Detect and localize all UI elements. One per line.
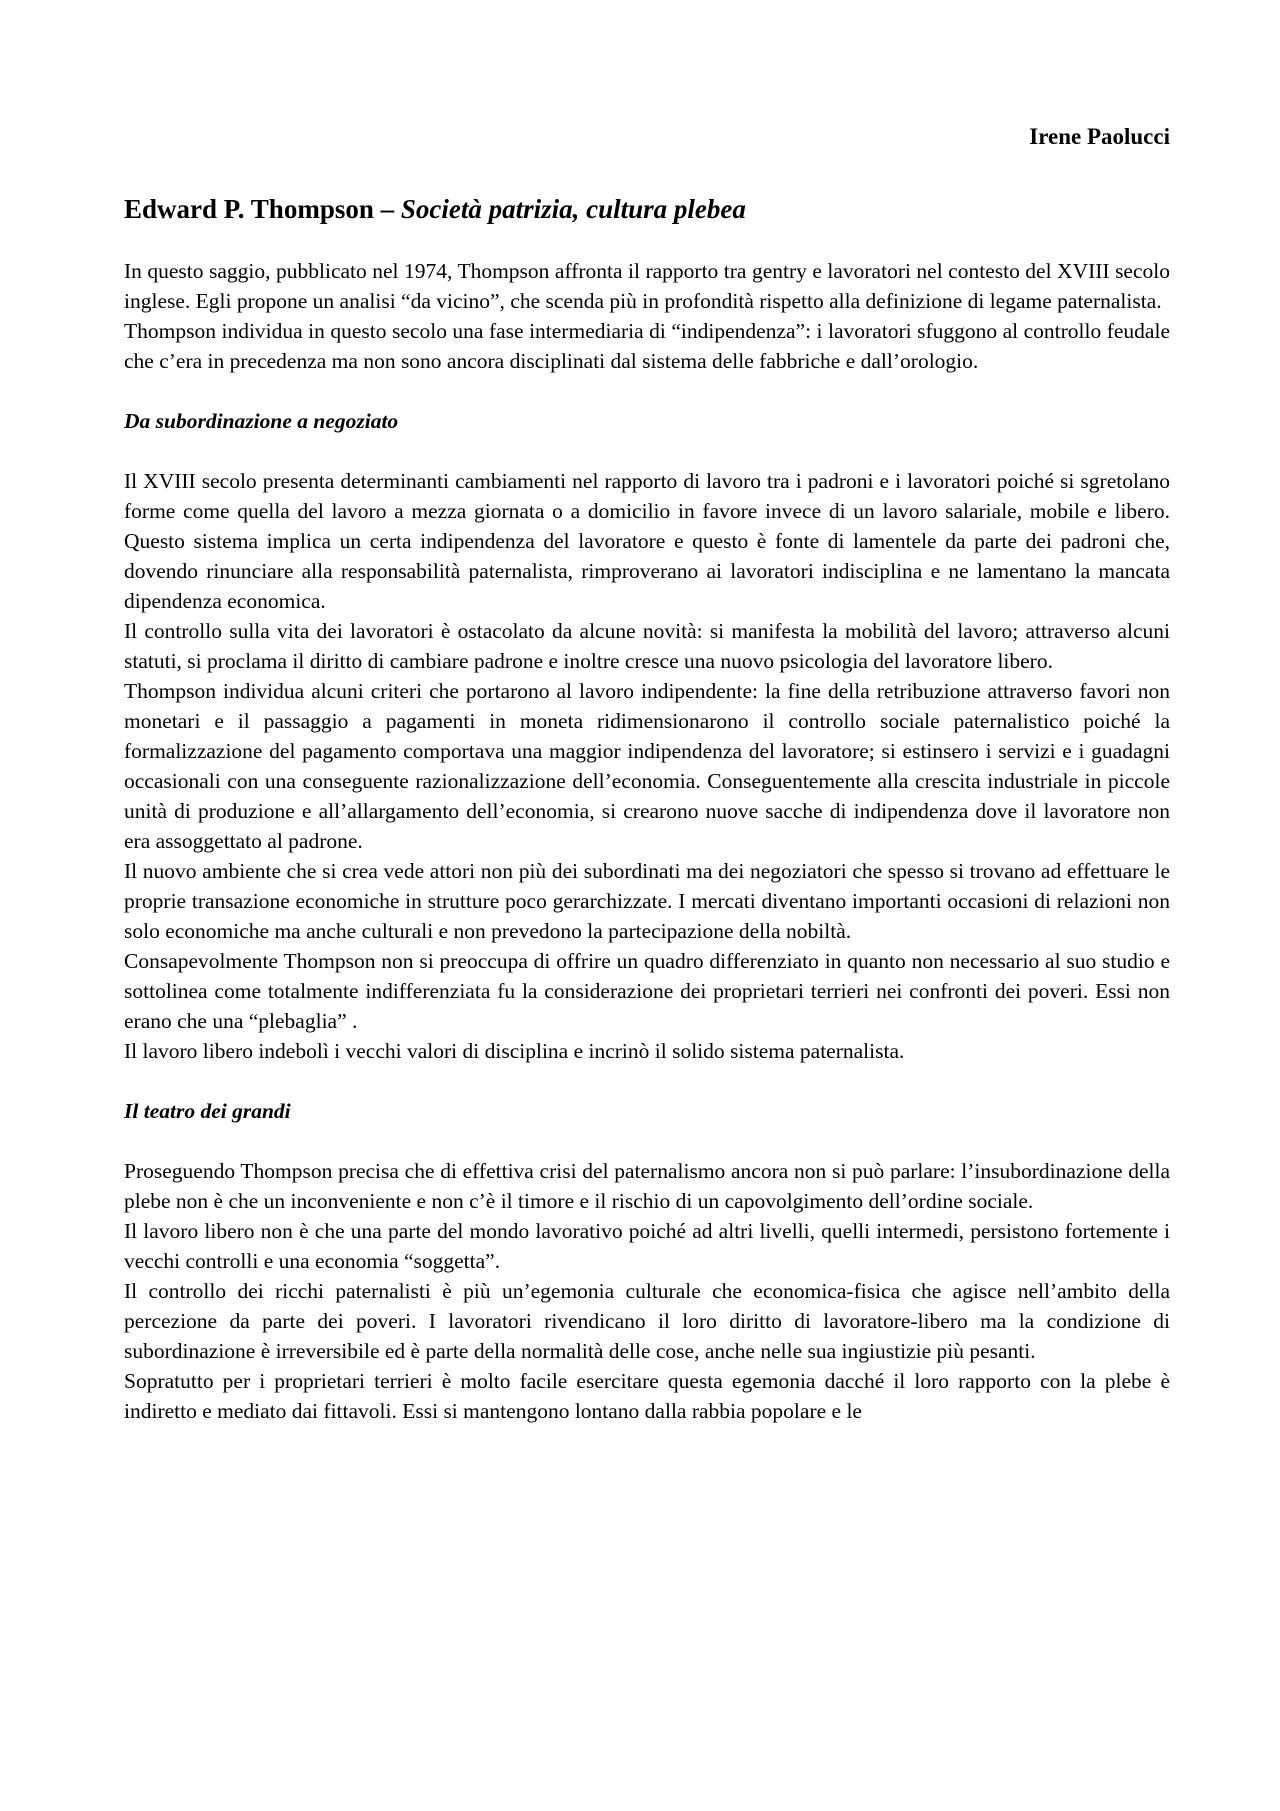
section-heading: Il teatro dei grandi <box>124 1099 291 1123</box>
document-title <box>124 192 746 226</box>
body-paragraph: Il lavoro libero non è che una parte del mondo lavorativo poiché ad altri livelli, quelli intermedi, persistono fortemente i vecchi controlli e una economia “soggetta”. <box>124 1219 1170 1273</box>
body-paragraph: Il XVIII secolo presenta determinanti cambiamenti nel rapporto di lavoro tra i padroni e i lavoratori poiché si sgretolano forme come quella del lavoro a mezza giornata o a domicilio in favore invece di un lavoro salariale, mobile e libero. Questo sistema implica un certa indipendenza del lavoratore e questo è fonte di lamentele da parte dei padroni che, dovendo rinunciare alla responsabilità paternalista, rimproverano ai lavoratori indisciplina e ne lamentano la mancata dipendenza economica. <box>124 469 1170 613</box>
author-name: Irene Paolucci <box>1029 124 1170 149</box>
body-paragraph: Proseguendo Thompson precisa che di effettiva crisi del paternalismo ancora non si può parlare: l’insubordinazione della plebe non è che un inconveniente e non c’è il timore e il rischio di un capovolgimento dell’ordine sociale. <box>124 1159 1170 1213</box>
body-paragraph: Consapevolmente Thompson non si preoccupa di offrire un quadro differenziato in quanto non necessario al suo studio e sottolinea come totalmente indifferenziata fu la considerazione dei proprietari terrieri nei confronti dei poveri. Essi non erano che una “plebaglia” . <box>124 949 1170 1033</box>
intro-paragraph: In questo saggio, pubblicato nel 1974, Thompson affronta il rapporto tra gentry e lavoratori nel contesto del XVIII secolo inglese. Egli propone un analisi “da vicino”, che scenda più in profondità rispetto alla definizione di legame paternalista. <box>124 259 1170 313</box>
title-main: Edward P. Thompson – <box>124 194 401 224</box>
body-paragraph: Thompson individua alcuni criteri che portarono al lavoro indipendente: la fine della retribuzione attraverso favori non monetari e il passaggio a pagamenti in moneta ridimensionarono il controllo sociale paternalistico poiché la formalizzazione del pagamento comportava una maggior indipendenza del lavoratore; si estinsero i servizi e i guadagni occasionali con una conseguente razionalizzazione dell’economia. Conseguentemente alla crescita industriale in piccole unità di produzione e all’allargamento dell’economia, si crearono nuove sacche di indipendenza dove il lavoratore non era assoggettato al padrone. <box>124 679 1170 853</box>
document-body <box>124 256 1170 1426</box>
title-italic: Società patrizia, cultura plebea <box>400 194 746 224</box>
body-paragraph: Il nuovo ambiente che si crea vede attori non più dei subordinati ma dei negoziatori che spesso si trovano ad effettuare le proprie transazione economiche in strutture poco gerarchizzate. I mercati diventano importanti occasioni di relazioni non solo economiche ma anche culturali e non prevedono la partecipazione della nobiltà. <box>124 859 1170 943</box>
body-paragraph: Sopratutto per i proprietari terrieri è molto facile esercitare questa egemonia dacché il loro rapporto con la plebe è indiretto e mediato dai fittavoli. Essi si mantengono lontano dalla rabbia popolare e le <box>124 1369 1170 1423</box>
body-paragraph: Il lavoro libero indebolì i vecchi valori di disciplina e incrinò il solido sistema paternalista. <box>124 1039 905 1063</box>
intro-paragraph: Thompson individua in questo secolo una fase intermediaria di “indipendenza”: i lavoratori sfuggono al controllo feudale che c’era in precedenza ma non sono ancora disciplinati dal sistema delle fabbriche e dall’orologio. <box>124 319 1170 373</box>
section-heading: Da subordinazione a negoziato <box>124 409 399 433</box>
body-paragraph: Il controllo sulla vita dei lavoratori è ostacolato da alcune novità: si manifesta la mobilità del lavoro; attraverso alcuni statuti, si proclama il diritto di cambiare padrone e inoltre cresce una nuovo psicologia del lavoratore libero. <box>124 619 1170 673</box>
body-paragraph: Il controllo dei ricchi paternalisti è più un’egemonia culturale che economica-fisica che agisce nell’ambito della percezione da parte dei poveri. I lavoratori rivendicano il loro diritto di lavoratore-libero ma la condizione di subordinazione è irreversibile ed è parte della normalità delle cose, anche nelle sua ingiustizie più pesanti. <box>124 1279 1170 1363</box>
